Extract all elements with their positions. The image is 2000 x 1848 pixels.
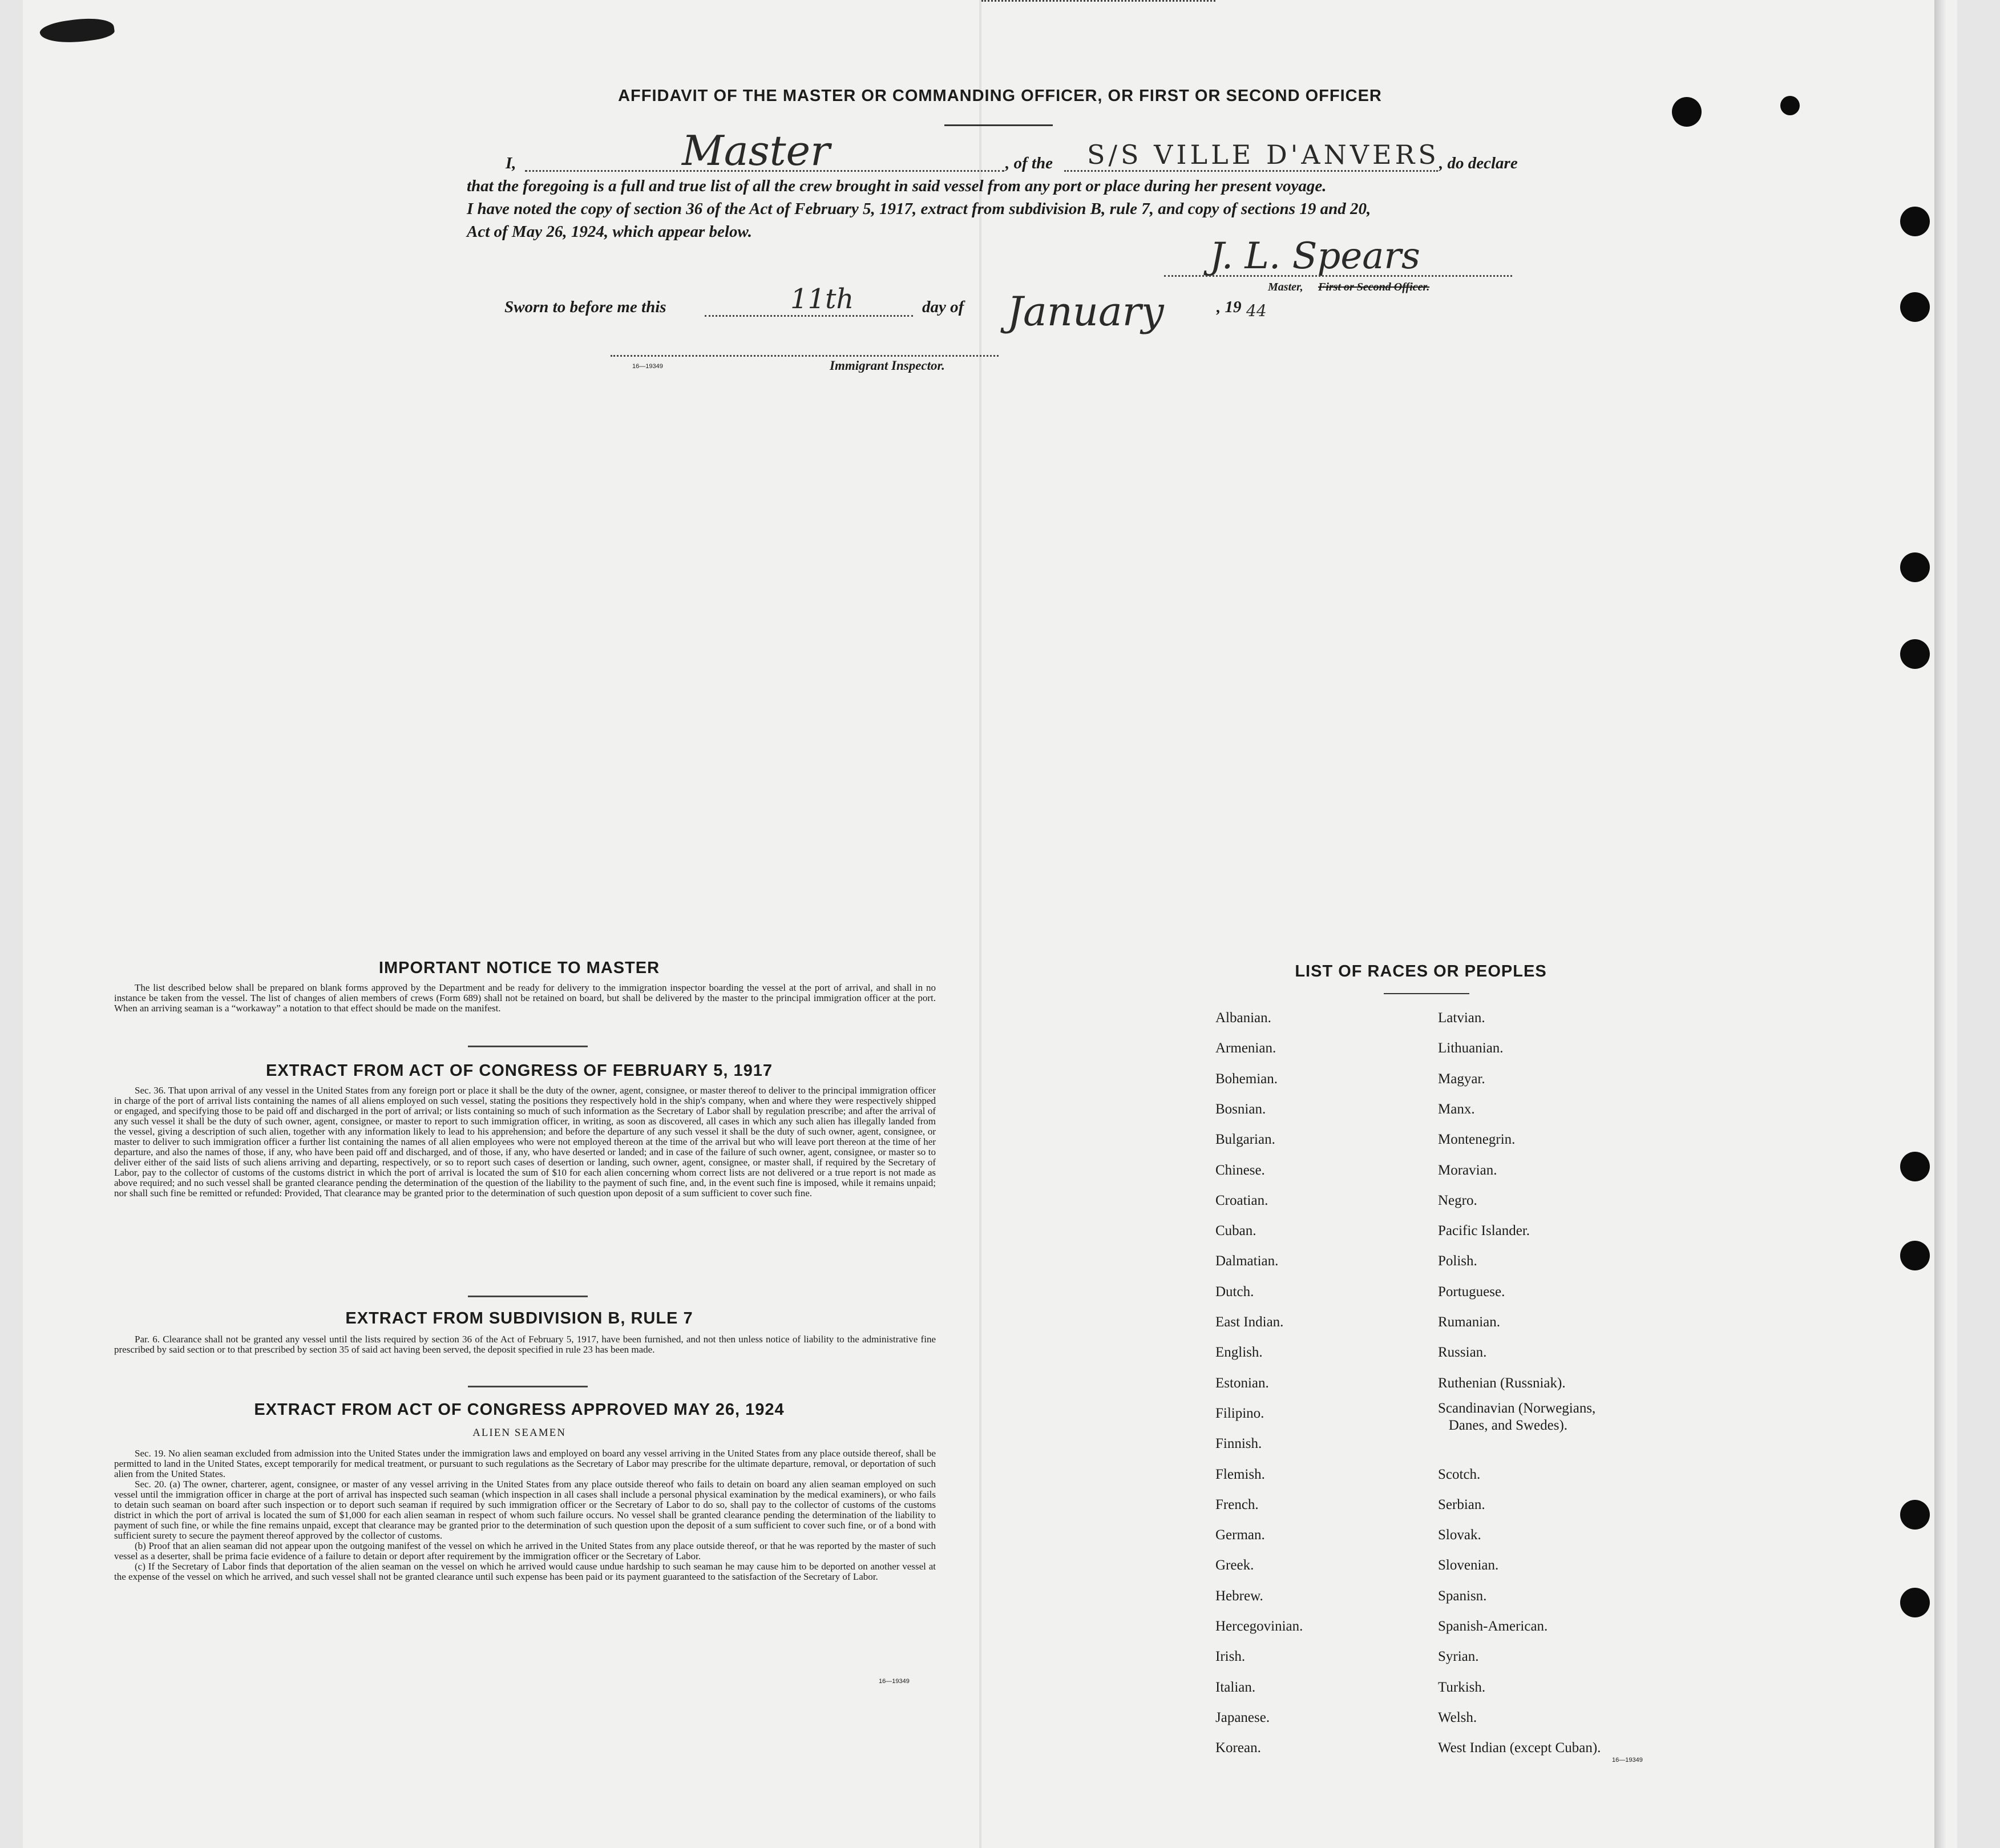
vessel-handwritten: S/S VILLE D'ANVERS (1087, 139, 1440, 170)
extract-1917-text (114, 1086, 936, 1199)
race-item: Russian. (1438, 1345, 1487, 1361)
section-36-paragraph: Sec. 36. That upon arrival of any vessel in the United States from any foreign port or place it shall be the duty of the owner, agent, consignee, or master thereof to deliver to the principal immigration officer in charge of the port of arrival lists containing the names of all aliens employed on such vessel, stating the positions they respectively hold in the ship's company, when and where they were respectively shipped or engaged, and specifying those to be paid off and discharged in the port of arrival; or lists containing so much of such information as the Secretary of Labor shall by regulation prescribe; and after the arrival of any such vessel it shall be the duty of such owner, agent, consignee, or master to report to such immigration officer, in writing, as soon as discovered, all cases in which any such alien has illegally landed from the vessel, giving a description of such alien, together with any information likely to lead to his apprehension; and before the departure of any such vessel it shall be the duty of such owner, agent, consignee, or master to deliver to such immigration officer a further list containing the names of all alien employees who were not employed thereon at the time of the arrival but who will leave port thereon at the time of her departure, and also the names of those, if any, who have been paid off and discharged, and of those, if any, who have deserted or landed; and in case of the failure of such owner, agent, consignee, or master so to deliver either of the said lists of such aliens arriving and departing, respectively, or so to report such cases of desertion or landing, such owner, agent, consignee, or master shall, if required by the Secretary of Labor, pay to the collector of customs of the customs district in which the port of arrival is located the sum of $10 for each alien concerning whom correct lists are not delivered or a true report is not made as above required; and no such vessel shall be granted clearance pending the determination of the question of the liability to the payment of such fine, and, in the event such fine is imposed, while it remains unpaid; nor shall such fine be remitted or refunded: Provided, That clearance may be granted prior to the determination of such question upon deposit of a sum sufficient to cover such fine. (114, 1085, 936, 1199)
page-edge-shadow (1934, 0, 1946, 1848)
race-item: Hercegovinian. (1215, 1619, 1303, 1634)
race-item: Filipino. (1215, 1405, 1264, 1421)
rule-7-heading: EXTRACT FROM SUBDIVISION B, RULE 7 (345, 1309, 693, 1328)
center-fold-line (979, 0, 981, 1848)
race-item: Rumanian. (1438, 1314, 1501, 1330)
sworn-day-handwritten: 11th (790, 283, 854, 315)
punch-hole-icon (1900, 1500, 1930, 1530)
race-item: English. (1215, 1345, 1263, 1361)
race-item: Portuguese. (1438, 1284, 1505, 1300)
notice-text (114, 983, 936, 1014)
race-item: Slovenian. (1438, 1558, 1499, 1573)
race-item: German. (1215, 1527, 1265, 1543)
race-item: Hebrew. (1215, 1588, 1263, 1604)
section-divider (468, 1296, 588, 1297)
section-20b-paragraph: (b) Proof that an alien seaman did not appear upon the outgoing manifest of the vessel on which he arrived in the United States from any place outside thereof, or that he was reported by the master of such vessel as a deserter, shall be prima facie evidence of a failure to detain or deport after requirement by the immigration officer or the Secretary of Labor. (114, 1540, 936, 1562)
section-divider (468, 1386, 588, 1387)
punch-hole-icon (1900, 639, 1930, 669)
rule-7-text (114, 1334, 936, 1355)
declaration-line-1-suffix: , do declare (1439, 154, 1518, 172)
title-divider (944, 124, 1053, 126)
race-item: Cuban. (1215, 1223, 1256, 1239)
sworn-month-blank (981, 0, 1215, 2)
race-item: Dalmatian. (1215, 1253, 1279, 1269)
race-item: Croatian. (1215, 1192, 1268, 1208)
race-item: Moravian. (1438, 1162, 1497, 1178)
race-item: Dutch. (1215, 1284, 1254, 1300)
race-item: French. (1215, 1496, 1259, 1512)
race-item: East Indian. (1215, 1314, 1284, 1330)
section-19-paragraph: Sec. 19. No alien seaman excluded from admission into the United States under the immigration laws and employed on board any vessel arriving in the United States from any place outside thereof, shall be permitted to land in the United States, except temporarily for medical treatment, or pursuant to such regulations as the Secretary of Labor may prescribe for the ultimate departure, removal, or deportation of such alien from the United States. (114, 1448, 936, 1480)
alien-seamen-subheading: ALIEN SEAMEN (472, 1427, 566, 1439)
extract-1924-heading: EXTRACT FROM ACT OF CONGRESS APPROVED MAY 26, 1924 (254, 1401, 785, 1419)
sworn-day-of: day of (922, 298, 964, 316)
signature-blank (1164, 275, 1512, 277)
race-item: Japanese. (1215, 1709, 1270, 1725)
race-item: Welsh. (1438, 1709, 1477, 1725)
declaration-line-2: that the foregoing is a full and true list of all the crew brought in said vessel from any port or place during her present voyage. (467, 177, 1327, 195)
race-item: Serbian. (1438, 1496, 1485, 1512)
section-divider (468, 1046, 588, 1047)
race-item: Finnish. (1215, 1436, 1262, 1452)
inspector-blank (611, 355, 999, 357)
race-item: Polish. (1438, 1253, 1477, 1269)
race-item: Korean. (1215, 1740, 1261, 1756)
race-item: Scotch. (1438, 1466, 1481, 1482)
races-heading: LIST OF RACES OR PEOPLES (1295, 962, 1547, 981)
affidavit-title: AFFIDAVIT OF THE MASTER OR COMMANDING OFFICER, OR FIRST OR SECOND OFFICER (618, 87, 1382, 105)
race-item: West Indian (except Cuban). (1438, 1740, 1601, 1756)
section-20c-paragraph: (c) If the Secretary of Labor finds that deportation of the alien seaman on the vessel on which he arrived would cause undue hardship to such seaman he may cause him to be deported on another vessel at the expense of the vessel on which he arrived, and such vessel shall not be granted clearance until such expense has been paid or its payment guaranteed to the satisfaction of the Secretary of Labor. (114, 1561, 936, 1583)
race-item: Armenian. (1215, 1040, 1276, 1056)
extract-1924-text (114, 1448, 936, 1582)
race-item: Slovak. (1438, 1527, 1481, 1543)
race-item: Scandinavian (Norwegians, Danes, and Swedes). (1438, 1400, 1596, 1433)
race-item: Irish. (1215, 1649, 1246, 1665)
race-item: Turkish. (1438, 1679, 1486, 1695)
race-item: Greek. (1215, 1558, 1254, 1573)
race-item: Albanian. (1215, 1010, 1271, 1026)
race-item: Pacific Islander. (1438, 1223, 1530, 1239)
punch-hole-icon (1900, 207, 1930, 236)
race-item: Latvian. (1438, 1010, 1485, 1026)
sworn-prefix: Sworn to before me this (504, 298, 666, 316)
race-item: Bohemian. (1215, 1071, 1278, 1087)
form-number-bottom-left: 16—19349 (879, 1678, 910, 1685)
race-item: Chinese. (1215, 1162, 1265, 1178)
race-item: Spanisn. (1438, 1588, 1487, 1604)
notice-heading: IMPORTANT NOTICE TO MASTER (378, 959, 660, 977)
race-item: Ruthenian (Russniak). (1438, 1375, 1566, 1391)
declaration-line-4: Act of May 26, 1924, which appear below. (467, 223, 752, 241)
sworn-year-prefix: , 19 (1217, 298, 1242, 316)
declaration-line-3: I have noted the copy of section 36 of the Act of February 5, 1917, extract from subdivision B, rule 7, and copy of sections 19 and 20, (467, 200, 1371, 218)
signature-handwritten: J. L. Spears (1210, 235, 1420, 277)
race-item: Italian. (1215, 1679, 1256, 1695)
race-item: Bulgarian. (1215, 1132, 1275, 1148)
race-item: Bosnian. (1215, 1101, 1266, 1117)
officer-handwritten: Master (682, 127, 830, 175)
sworn-day-blank (705, 315, 913, 317)
race-item: Negro. (1438, 1192, 1477, 1208)
notice-paragraph: The list described below shall be prepared on blank forms approved by the Department and be ready for delivery to the immigration inspector boarding the vessel at the port of arrival, and shall in no instance be taken from the vessel. The list of changes of alien members of crews (Form 689) shall not be retained on board, but shall be delivered by the master to the principal immigration officer at the port. When an arriving seaman is a “workaway” a notation to that effect should be made on the manifest. (114, 982, 936, 1014)
extract-1917-heading: EXTRACT FROM ACT OF CONGRESS OF FEBRUARY 5, 1917 (265, 1062, 773, 1080)
inspector-label: Immigrant Inspector. (830, 358, 945, 373)
declaration-line-1-prefix: I, (506, 154, 516, 172)
race-item: Manx. (1438, 1101, 1475, 1117)
sworn-month-handwritten: January (1007, 288, 1164, 335)
race-item: Lithuanian. (1438, 1040, 1504, 1056)
signature-title-struck: First or Second Officer. (1318, 281, 1430, 293)
punch-hole-icon (1900, 1152, 1930, 1181)
sworn-year-handwritten: 44 (1246, 301, 1267, 320)
declaration-line-1-middle: , of the (1005, 154, 1053, 172)
form-number-top: 16—19349 (632, 363, 663, 370)
races-heading-divider (1384, 993, 1469, 994)
punch-hole-icon (1900, 292, 1930, 322)
signature-title-master: Master, (1268, 281, 1303, 293)
race-item: Montenegrin. (1438, 1132, 1516, 1148)
punch-hole-icon (1900, 1241, 1930, 1270)
rule-7-paragraph: Par. 6. Clearance shall not be granted any vessel until the lists required by section 36 of the Act of February 5, 1917, have been furnished, and not then unless notice of liability to the administrative fine prescribed by said section or to that prescribed by section 35 of said act having been served, the deposit specified in rule 23 has been made. (114, 1334, 936, 1355)
race-item: Spanish-American. (1438, 1619, 1548, 1634)
section-20a-paragraph: Sec. 20. (a) The owner, charterer, agent, consignee, or master of any vessel arriving in the United States from any place outside thereof who fails to detain on board any alien seaman employed on such vessel until the immigration officer in charge at the port of arrival has inspected such seaman (which inspection in all cases shall include a personal physical examination by the medical examiners), or who fails to detain such seaman on board after such inspection or to deport such seaman if required by such immigration officer or the Secretary of Labor to do so, shall pay to the collector of customs of the customs district in which the port of arrival is located the sum of $1,000 for each alien seaman in respect of whom such failure occurs. No vessel shall be granted clearance pending the determination of the liability to payment of such fine, or while the fine remains unpaid, except that clearance may be granted prior to the determination of such question upon the deposit of a sum sufficient to cover such fine, or of a bond with sufficient surety to secure the payment thereof approved by the collector of customs. (114, 1479, 936, 1542)
race-item: Estonian. (1215, 1375, 1269, 1391)
race-item: Syrian. (1438, 1649, 1479, 1665)
race-item: Magyar. (1438, 1071, 1485, 1087)
race-item: Flemish. (1215, 1466, 1265, 1482)
punch-hole-icon (1900, 552, 1930, 582)
form-number-bottom-right: 16—19349 (1612, 1757, 1643, 1764)
vessel-blank (1064, 170, 1438, 172)
punch-hole-icon (1900, 1588, 1930, 1617)
